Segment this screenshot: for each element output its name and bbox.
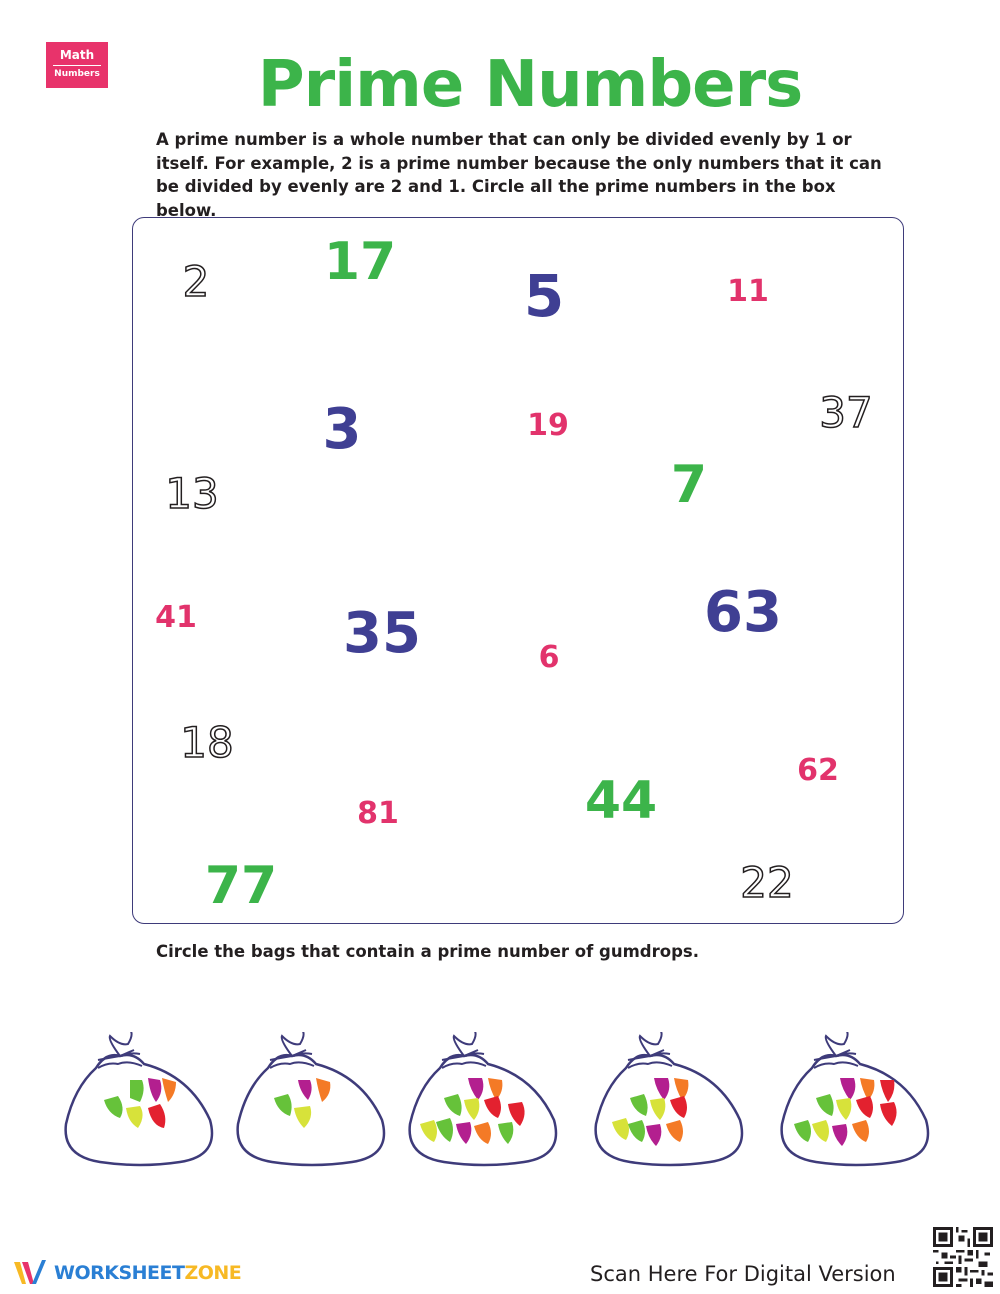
number-2[interactable]: 2 [182, 257, 210, 306]
gumdrop-bag-3[interactable] [404, 1032, 564, 1172]
qr-code-icon[interactable] [933, 1227, 993, 1287]
gumdrop-bag-4[interactable] [590, 1032, 750, 1172]
number-63[interactable]: 63 [704, 580, 782, 645]
intro-paragraph: A prime number is a whole number that can only be divided evenly by 1 or itself. For example, 2 is a prime number because the only numbers that it can be divided by evenly are 2 and 1. Circle all the prime numbers in the box below. [156, 130, 882, 220]
number-44[interactable]: 44 [584, 771, 658, 831]
number-35[interactable]: 35 [343, 601, 421, 666]
number-17[interactable]: 17 [323, 232, 397, 292]
gumdrop-bag-1[interactable] [60, 1032, 220, 1172]
gumdrop-bag-5[interactable] [776, 1032, 936, 1172]
number-77[interactable]: 77 [204, 856, 278, 916]
number-18[interactable]: 18 [180, 718, 234, 767]
number-37[interactable]: 37 [819, 388, 873, 437]
page-title: Prime Numbers [257, 48, 803, 122]
number-62[interactable]: 62 [797, 753, 839, 788]
logo-word-zone: ZONE [184, 1262, 242, 1284]
number-3[interactable]: 3 [322, 397, 362, 462]
number-box [132, 217, 904, 924]
badge-topic: Numbers [54, 69, 100, 79]
number-81[interactable]: 81 [357, 796, 399, 831]
number-22[interactable]: 22 [740, 858, 794, 907]
badge-subject: Math [59, 48, 95, 62]
logo-mark-icon [12, 1258, 48, 1288]
bags-instruction: Circle the bags that contain a prime number of gumdrops. [156, 942, 699, 961]
logo-word-worksheet: WORKSHEET [54, 1262, 185, 1284]
number-41[interactable]: 41 [155, 600, 197, 635]
gumdrop-bag-2[interactable] [232, 1032, 392, 1172]
number-13[interactable]: 13 [165, 469, 219, 518]
number-11[interactable]: 11 [727, 274, 769, 309]
number-5[interactable]: 5 [523, 262, 565, 330]
worksheet-zone-logo [12, 1258, 241, 1288]
logo-wordmark [54, 1262, 241, 1284]
number-7[interactable]: 7 [670, 455, 708, 515]
number-6[interactable]: 6 [538, 640, 560, 675]
number-19[interactable]: 19 [527, 408, 569, 443]
scan-prompt: Scan Here For Digital Version [590, 1262, 896, 1286]
